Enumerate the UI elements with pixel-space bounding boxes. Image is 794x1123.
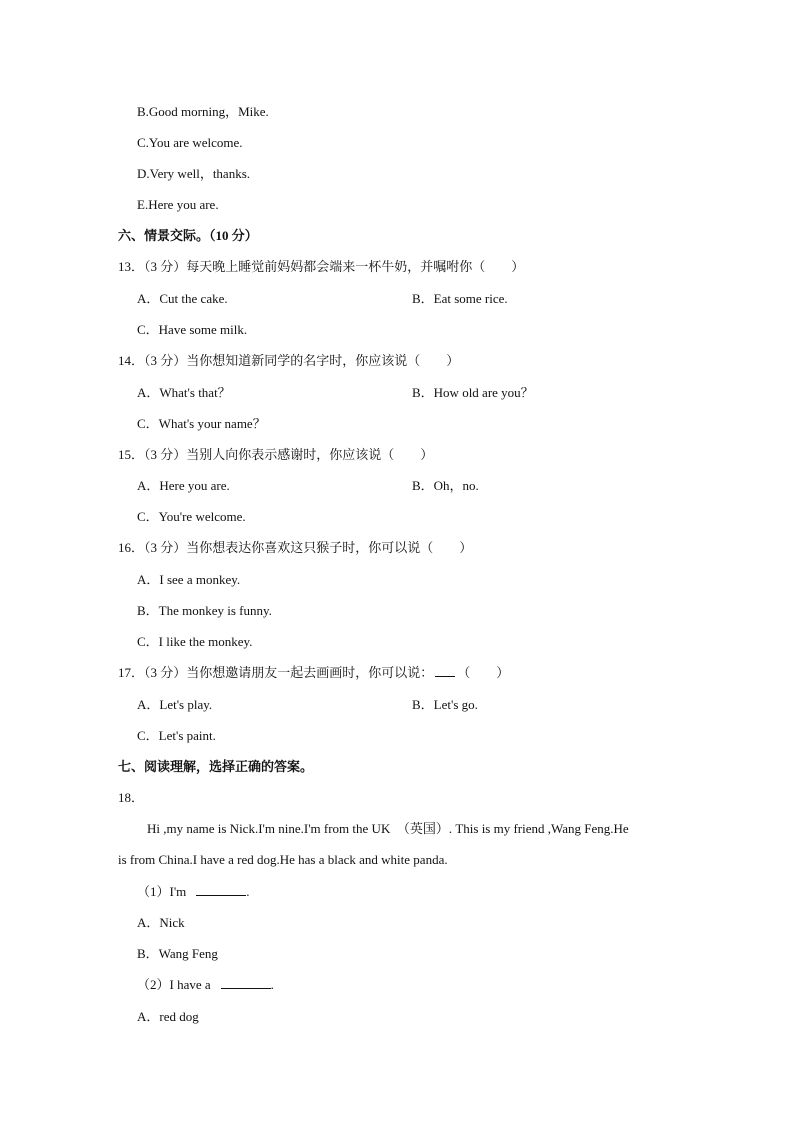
option-c-you-are-welcome: C.You are welcome. bbox=[137, 135, 243, 150]
question-13-option-b: B．Eat some rice. bbox=[412, 291, 508, 306]
question-16-stem: 16．（3 分）当你想表达你喜欢这只猴子时，你可以说（ ） bbox=[118, 540, 473, 555]
sub-question-2-stem: （2）I have a bbox=[137, 977, 211, 992]
section-six-title: 六、情景交际。（10 分） bbox=[118, 228, 258, 243]
sub-question-2-blank[interactable] bbox=[221, 976, 271, 989]
sub-question-1-option-a: A．Nick bbox=[137, 915, 185, 930]
sub-question-2-option-a: A．red dog bbox=[137, 1009, 199, 1024]
sub-question-1-stem: （1）I'm bbox=[137, 884, 187, 899]
question-14-option-b: B．How old are you？ bbox=[412, 385, 534, 400]
passage-line-2: is from China.I have a red dog.He has a black and white panda. bbox=[118, 852, 448, 867]
question-15-option-b: B．Oh，no. bbox=[412, 478, 479, 493]
question-17-option-b: B．Let's go. bbox=[412, 697, 478, 712]
option-d-very-well: D.Very well，thanks. bbox=[137, 166, 251, 181]
question-15-option-a: A．Here you are. bbox=[137, 478, 230, 493]
question-13-option-a: A．Cut the cake. bbox=[137, 291, 228, 306]
sub-question-1-option-b: B．Wang Feng bbox=[137, 946, 218, 961]
question-13-stem: 13．（3 分）每天晚上睡觉前妈妈都会端来一杯牛奶，并嘱咐你（ ） bbox=[118, 259, 525, 274]
question-16-option-c: C．I like the monkey. bbox=[137, 634, 253, 649]
question-13-option-c: C．Have some milk. bbox=[137, 322, 248, 337]
section-seven-title: 七、阅读理解，选择正确的答案。 bbox=[118, 759, 314, 774]
question-15-option-c: C．You're welcome. bbox=[137, 509, 246, 524]
question-17-option-a: A．Let's play. bbox=[137, 697, 213, 712]
option-e-here-you-are: E.Here you are. bbox=[137, 197, 219, 212]
question-16-option-b: B．The monkey is funny. bbox=[137, 603, 272, 618]
option-b-good-morning: B.Good morning，Mike. bbox=[137, 104, 269, 119]
question-17-answer-blank[interactable] bbox=[435, 664, 455, 677]
question-17-option-c: C．Let's paint. bbox=[137, 728, 216, 743]
question-15-stem: 15．（3 分）当别人向你表示感谢时，你应该说（ ） bbox=[118, 447, 434, 462]
question-14-stem: 14．（3 分）当你想知道新同学的名字时，你应该说（ ） bbox=[118, 353, 460, 368]
question-17-stem bbox=[118, 664, 509, 682]
question-17-stem-paren: （ ） bbox=[457, 665, 510, 680]
sub-question-1 bbox=[137, 883, 250, 901]
passage-line-1: Hi ,my name is Nick.I'm nine.I'm from the UK （英国）. This is my friend ,Wang Feng.He bbox=[147, 821, 629, 836]
question-17-stem-text: 17．（3 分）当你想邀请朋友一起去画画时，你可以说： bbox=[118, 665, 434, 680]
question-18-number: 18． bbox=[118, 790, 145, 805]
sub-question-1-end: . bbox=[246, 884, 250, 899]
question-14-option-c: C．What's your name？ bbox=[137, 416, 266, 431]
sub-question-2-end: . bbox=[270, 977, 274, 992]
question-14-option-a: A．What's that？ bbox=[137, 385, 231, 400]
sub-question-2 bbox=[137, 976, 274, 994]
question-16-option-a: A．I see a monkey. bbox=[137, 572, 241, 587]
sub-question-1-blank[interactable] bbox=[196, 883, 246, 896]
